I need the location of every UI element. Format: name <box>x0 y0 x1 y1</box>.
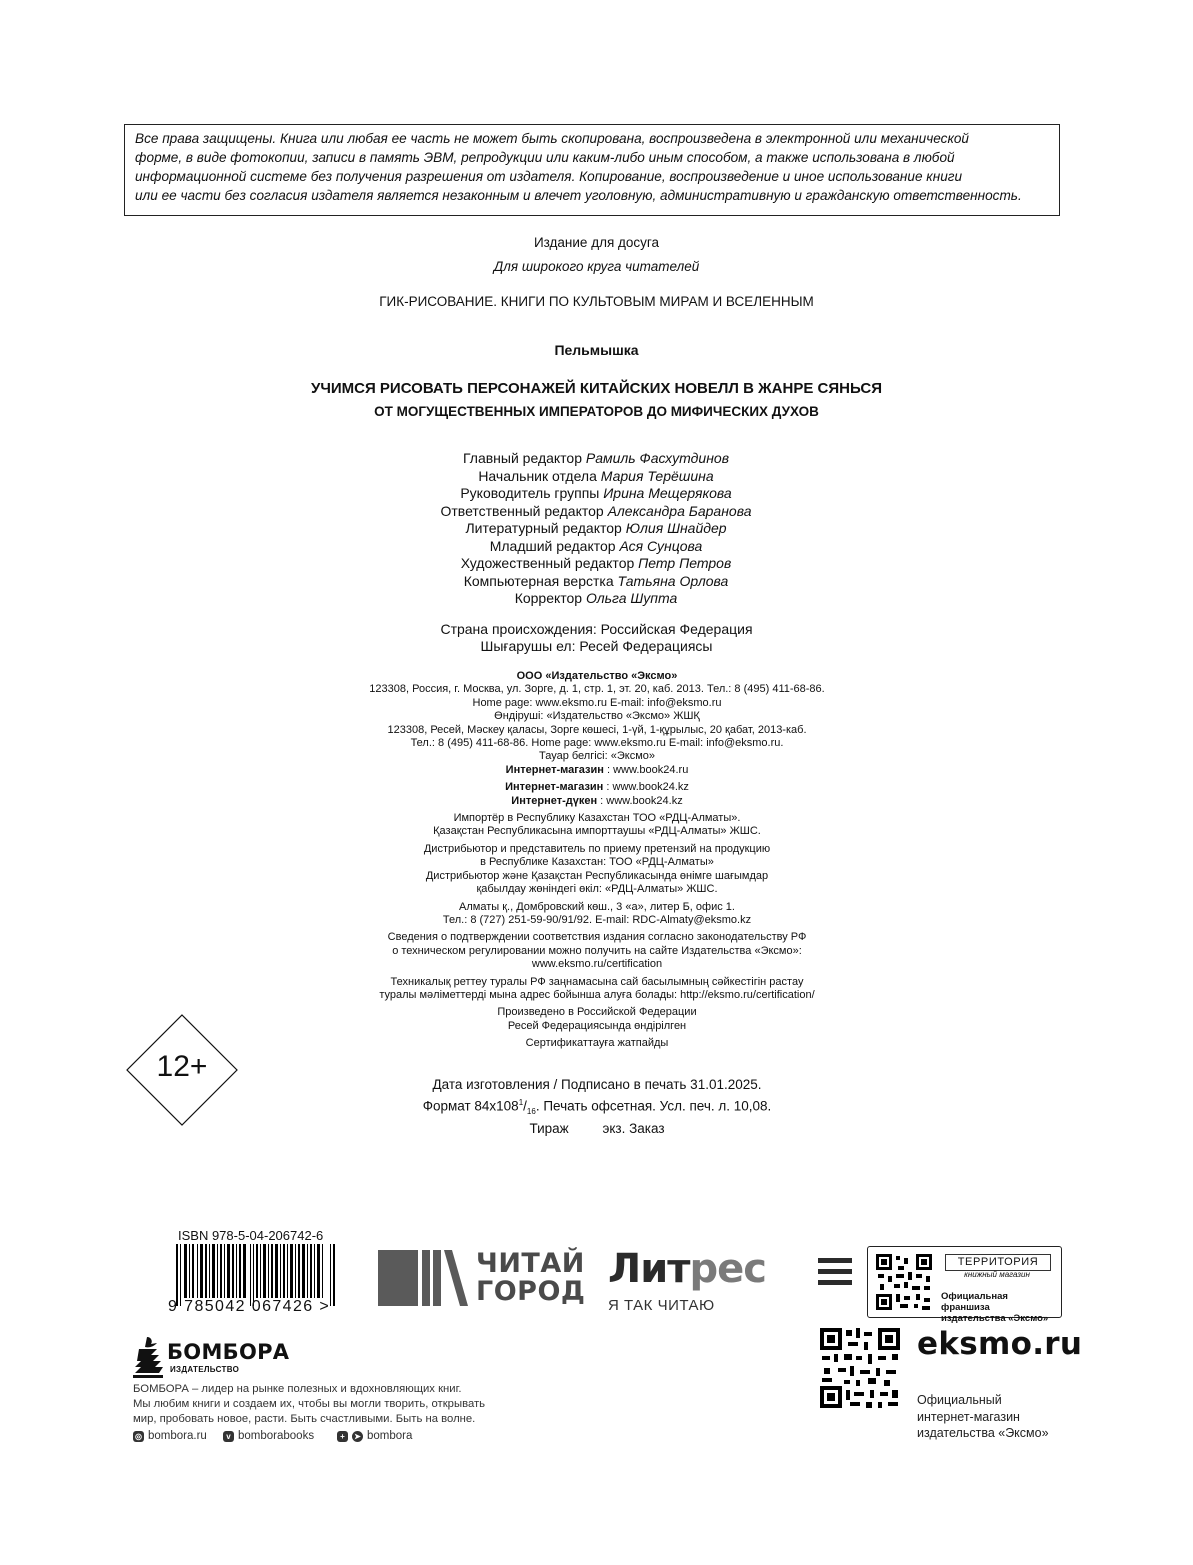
shop-kz-2: Интернет-дүкен : www.book24.kz <box>511 794 683 807</box>
rights-line: или ее части без согласия издателя является незаконным и влечет уголовную, административную и гражданскую ответственность. <box>135 188 1022 203</box>
origin-ru: Страна происхождения: Российская Федерация <box>440 621 753 637</box>
bombora-logo-icon <box>131 1335 165 1379</box>
litres-lines-icon <box>818 1258 852 1286</box>
isbn-barcode <box>176 1244 338 1306</box>
staff-row: Художественный редактор Петр Петров <box>460 555 732 571</box>
certification: Сведения о подтверждении соответствия издания согласно законодательству РФ <box>387 931 807 944</box>
certification-kz: Техникалық реттеу туралы РФ заңнамасына сай басылымның сәйкестігін растау <box>390 975 804 988</box>
publisher-name: ООО «Издательство «Эксмо» <box>516 670 678 682</box>
age-rating-badge <box>126 1014 238 1126</box>
staff-row: Главный редактор Рамиль Фасхутдинов <box>462 450 729 466</box>
eksmo-description: Официальный интернет-магазин издательства «Эксмо» <box>917 1393 1049 1440</box>
print-date: Дата изготовления / Подписано в печать 31.01.2025. <box>432 1077 762 1092</box>
staff-row: Корректор Ольга Шупта <box>514 590 678 606</box>
series-name: ГИК-РИСОВАНИЕ. КНИГИ ПО КУЛЬТОВЫМ МИРАМ И ВСЕЛЕННЫМ <box>379 294 814 309</box>
staff-row: Начальник отдела Мария Терёшина <box>478 467 714 484</box>
eksmo-qr-icon <box>820 1328 900 1408</box>
publisher-address: 123308, Россия, г. Москва, ул. Зорге, д. 1, стр. 1, эт. 20, каб. 2013. Тел.: 8 (495) 411-68-86. <box>369 683 825 696</box>
litres-slogan: Я ТАК ЧИТАЮ <box>608 1297 715 1314</box>
territoria-qr-icon <box>876 1254 932 1310</box>
barcode-digits: 9 785042 067426 > <box>168 1298 331 1315</box>
publisher-kz-maker: Өндіруші: «Издательство «Эксмо» ЖШҚ <box>494 710 700 723</box>
territoria-subtitle: книжный магазин <box>964 1270 1030 1279</box>
chitai-gorod-wordmark: ЧИТАЙ ГОРОД <box>476 1248 586 1307</box>
publisher-web: Home page: www.eksmo.ru E-mail: info@eksmo.ru <box>472 696 722 709</box>
bombora-tg-link[interactable]: + ➤ bombora <box>337 1430 412 1442</box>
plus-icon: + <box>337 1431 348 1442</box>
staff-row: Руководитель группы Ирина Мещерякова <box>460 485 732 501</box>
staff-row: Младший редактор Ася Сунцова <box>489 537 703 554</box>
almaty-phone: Тел.: 8 (727) 251-59-90/91/92. E-mail: RDC-Almaty@eksmo.kz <box>442 913 752 926</box>
rights-line: информационной системе без получения разрешения от издателя. Копирование, воспроизведение и иное использование книги <box>135 169 963 184</box>
importer-kz: Қазақстан Республикасына импорттаушы «РДЦ-Алматы» ЖШС. <box>433 825 761 838</box>
bombora-sub: ИЗДАТЕЛЬСТВО <box>170 1365 240 1374</box>
origin-kz: Шығарушы ел: Ресей Федерациясы <box>480 638 713 654</box>
staff-credits <box>396 450 796 608</box>
certification-kz: туралы мәліметтерді мына адрес бойынша алуға болады: http://eksmo.ru/certification/ <box>379 988 815 1001</box>
eksmo-url[interactable]: eksmo.ru <box>917 1326 1083 1362</box>
distributor: Дистрибьютор и представитель по приему претензий на продукцию <box>423 842 771 855</box>
no-certification: Сертификаттауға жатпайды <box>525 1037 669 1050</box>
publisher-kz-web: Тел.: 8 (495) 411-68-86. Home page: www.eksmo.ru E-mail: info@eksmo.ru. <box>410 737 784 750</box>
publisher-kz-address: 123308, Ресей, Мәскеу қаласы, Зорге көшесі, 1-үй, 1-құрылыс, 20 қабат, 2013-каб. <box>387 723 807 736</box>
staff-row: Литературный редактор Юлия Шнайдер <box>465 520 727 536</box>
print-run: Тираж экз. Заказ <box>529 1121 665 1137</box>
distributor-kz: қабылдау жөніндегі өкіл: «РДЦ-Алматы» ЖШС. <box>476 883 718 896</box>
staff-row: Компьютерная верстка Татьяна Орлова <box>463 572 729 589</box>
rights-line: форме, в виде фотокопии, записи в память ЭВМ, репродукции или каким-либо иным способом, а также использована в любой <box>135 150 955 165</box>
edition-type: Издание для досуга <box>533 235 660 250</box>
bombora-site-link[interactable]: ◎ bombora.ru <box>135 1430 207 1442</box>
almaty-address: Алматы қ., Домбровский көш., 3 «а», литер Б, офис 1. <box>459 900 735 913</box>
bombora-name: БОМБОРА <box>167 1340 290 1364</box>
importer: Импортёр в Республику Казахстан ТОО «РДЦ-Алматы». <box>453 812 741 825</box>
staff-row: Ответственный редактор Александра Баранова <box>440 502 752 519</box>
distributor: в Республике Казахстан: ТОО «РДЦ-Алматы» <box>480 856 714 869</box>
distributor-kz: Дистрибьютор және Қазақстан Республикасында өнімге шағымдар <box>425 869 769 882</box>
vk-icon: v <box>223 1431 234 1442</box>
made-ru: Произведено в Российской Федерации <box>497 1006 697 1019</box>
publisher-info <box>300 670 894 1051</box>
rights-line: Все права защищены. Книга или любая ее часть не может быть скопирована, воспроизведена в электронной или механической <box>135 131 969 146</box>
territoria-name: ТЕРРИТОРИЯ <box>945 1254 1051 1271</box>
audience: Для широкого круга читателей <box>493 259 700 274</box>
territoria-note: Официальная франшиза издательства «Эксмо» <box>941 1291 1049 1324</box>
book-title: УЧИМСЯ РИСОВАТЬ ПЕРСОНАЖЕЙ КИТАЙСКИХ НОВЕЛЛ В ЖАНРЕ СЯНЬСЯ <box>311 380 882 397</box>
author: Пельмышка <box>554 342 639 358</box>
print-info <box>300 1076 894 1138</box>
age-rating-label: 12+ <box>156 1050 208 1083</box>
certification: о техническом регулировании можно получить на сайте Издательства «Эксмо»: <box>392 944 802 957</box>
book-subtitle: ОТ МОГУЩЕСТВЕННЫХ ИМПЕРАТОРОВ ДО МИФИЧЕСКИХ ДУХОВ <box>374 404 819 419</box>
globe-icon: ◎ <box>133 1431 144 1442</box>
certification-link: www.eksmo.ru/certification <box>531 958 663 971</box>
chitai-gorod-logo-icon <box>378 1250 470 1306</box>
isbn: ISBN 978-5-04-206742-6 <box>178 1228 324 1243</box>
rights-notice <box>124 124 1060 216</box>
shop-ru: Интернет-магазин : www.book24.ru <box>505 763 689 776</box>
print-format: Формат $84x108^1/_{16}$. Печать офсетная. Усл. печ. л. 10,08. <box>422 1097 772 1116</box>
shop-kz: Интернет-магазин : www.book24.kz <box>505 781 689 794</box>
made-kz: Ресей Федерациясында өндірілген <box>507 1019 687 1032</box>
litres-logo: Литрес <box>608 1246 766 1292</box>
telegram-icon: ➤ <box>352 1431 363 1442</box>
trademark: Тауар белгісі: «Эксмо» <box>538 750 655 763</box>
bombora-description: БОМБОРА – лидер на рынке полезных и вдохновляющих книг. Мы любим книги и создаем их, чтобы вы могли творить, открывать мир, пробовать новое, расти. Быть счастливыми. Быть на волне. <box>133 1383 486 1425</box>
bombora-vk-link[interactable]: v bomborabooks <box>223 1430 314 1442</box>
